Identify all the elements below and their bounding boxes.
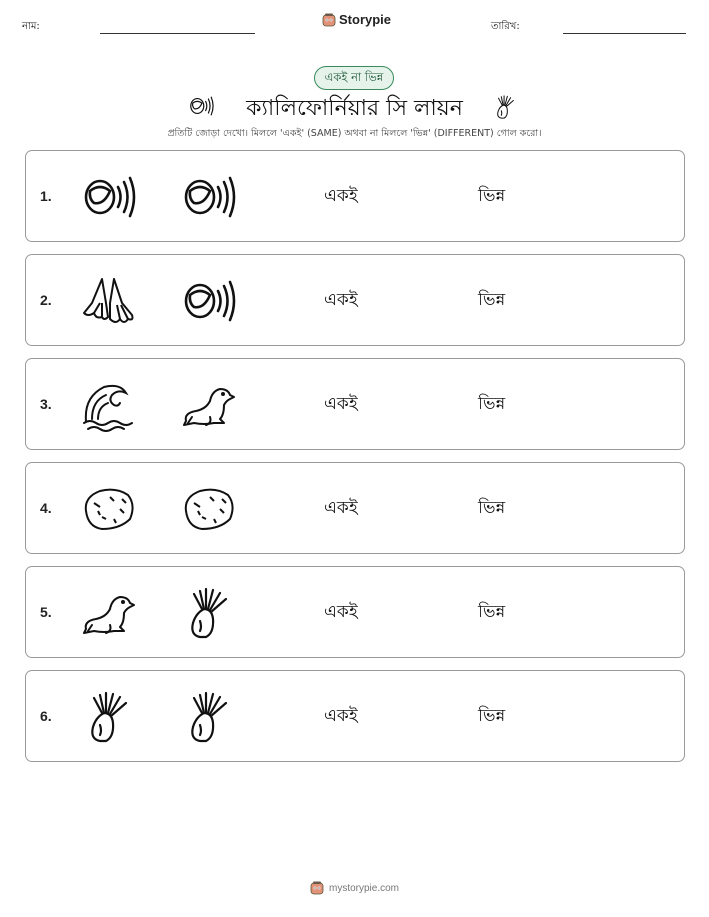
date-line[interactable] [563, 33, 686, 34]
question-number: 6. [40, 708, 52, 724]
same-option[interactable]: একই [324, 290, 358, 310]
question-row [25, 358, 685, 450]
different-option[interactable]: ভিন্ন [478, 498, 506, 518]
question-row [25, 566, 685, 658]
date-label: তারিখ: [491, 21, 520, 32]
footer-url[interactable]: mystorypie.com [328, 882, 399, 894]
rock-icon [80, 481, 136, 537]
brand-logo [322, 12, 391, 27]
question-number: 4. [40, 500, 52, 516]
sea-anemone-icon [80, 689, 136, 745]
rock-icon [180, 481, 236, 537]
page-title: ক্যালিফোর্নিয়ার সি লায়ন [246, 96, 463, 121]
sound-icon [180, 273, 236, 329]
question-number: 5. [40, 604, 52, 620]
name-label: নাম: [22, 21, 40, 32]
footer [0, 881, 709, 895]
same-option[interactable]: একই [324, 186, 358, 206]
different-option[interactable]: ভিন্ন [478, 394, 506, 414]
same-option[interactable]: একই [324, 602, 358, 622]
question-number: 1. [40, 188, 52, 204]
question-row [25, 150, 685, 242]
same-option[interactable]: একই [324, 394, 358, 414]
question-number: 3. [40, 396, 52, 412]
sea-lion-icon [180, 377, 236, 433]
sea-anemone-icon [492, 90, 518, 124]
name-line[interactable] [100, 33, 255, 34]
wave-icon [80, 377, 136, 433]
sea-lion-icon [80, 585, 136, 641]
question-row [25, 670, 685, 762]
different-option[interactable]: ভিন্ন [478, 706, 506, 726]
worksheet-type-badge: একই না ভিন্ন [314, 66, 394, 90]
sound-icon [80, 169, 136, 225]
question-row [25, 462, 685, 554]
sea-anemone-icon [180, 585, 236, 641]
storypie-logo-icon [322, 13, 336, 27]
brand-name: Storypie [339, 12, 392, 27]
different-option[interactable]: ভিন্ন [478, 602, 506, 622]
flippers-icon [80, 273, 136, 329]
question-number: 2. [40, 292, 52, 308]
different-option[interactable]: ভিন্ন [478, 290, 506, 310]
instructions: প্রতিটি জোড়া দেখো। মিললে 'একই' (SAME) অথবা না মিললে 'ভিন্ন' (DIFFERENT) গোল করো। [167, 128, 542, 139]
same-option[interactable]: একই [324, 706, 358, 726]
question-row [25, 254, 685, 346]
sound-icon [180, 169, 236, 225]
different-option[interactable]: ভিন্ন [478, 186, 506, 206]
same-option[interactable]: একই [324, 498, 358, 518]
storypie-logo-icon [310, 881, 324, 895]
sea-anemone-icon [180, 689, 236, 745]
